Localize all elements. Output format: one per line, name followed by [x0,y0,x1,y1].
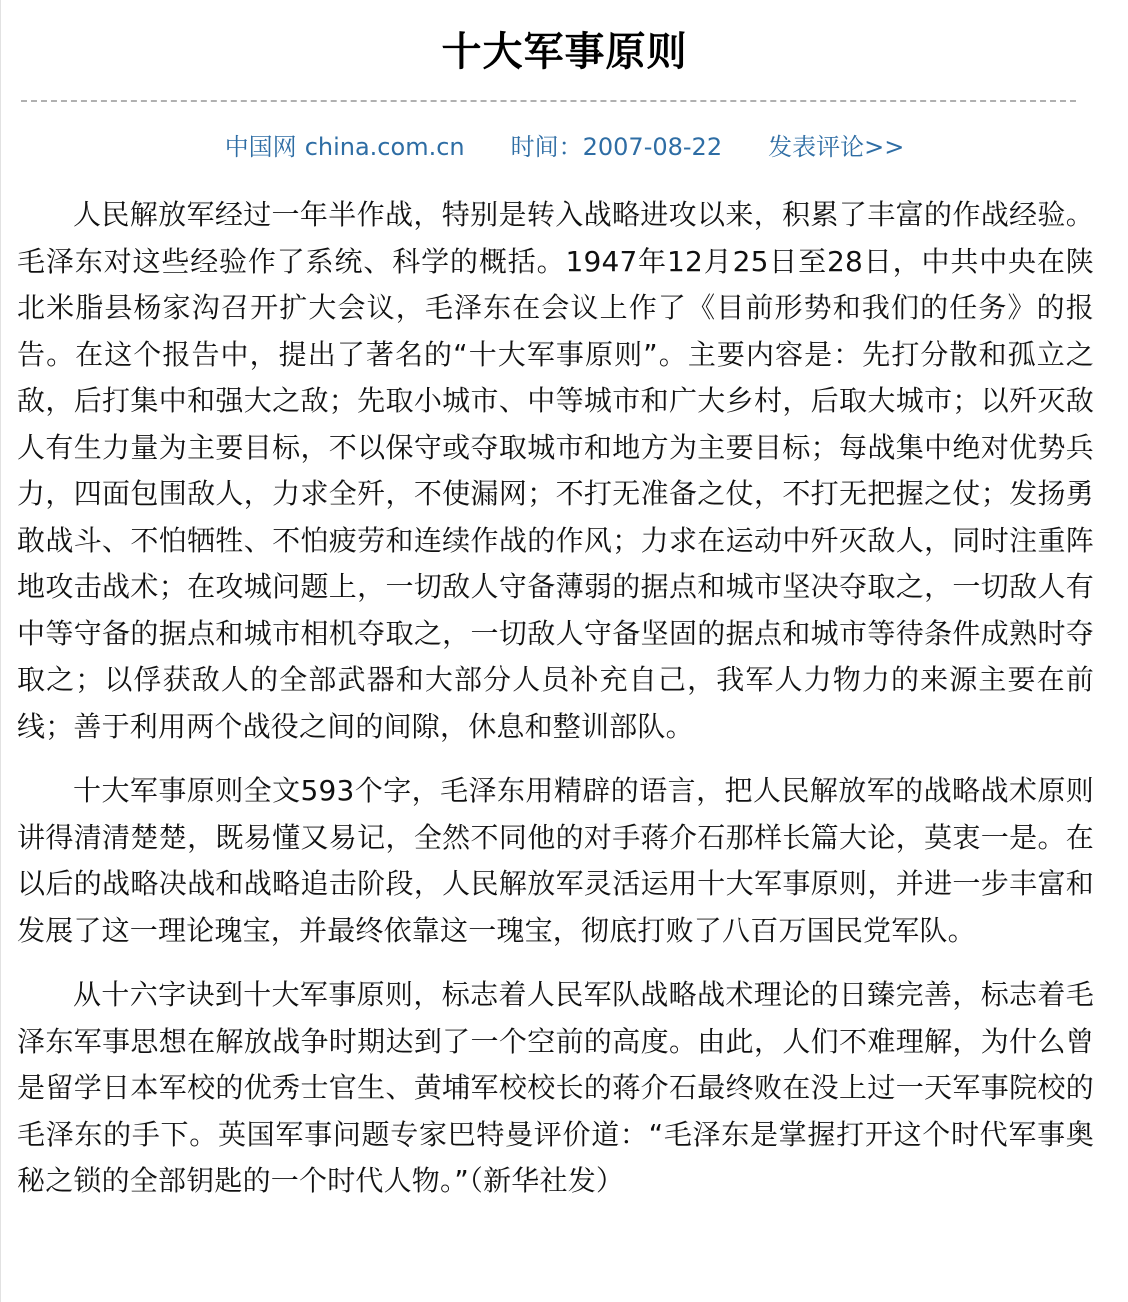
title-block [1,0,1128,100]
publish-time-value: 2007-08-22 [582,133,723,161]
article-paragraph: 人民解放军经过一年半作战，特别是转入战略进攻以来，积累了丰富的作战经验。毛泽东对这些经验作了系统、科学的概括。1947年12月25日至28日，中共中央在陕北米脂县杨家沟召开扩大会议，毛泽东在会议上作了《目前形势和我们的任务》的报告。在这个报告中，提出了著名的“十大军事原则”。主要内容是：先打分散和孤立之敌，后打集中和强大之敌；先取小城市、中等城市和广大乡村，后取大城市；以歼灭敌人有生力量为主要目标，不以保守或夺取城市和地方为主要目标；每战集中绝对优势兵力，四面包围敌人，力求全歼，不使漏网；不打无准备之仗，不打无把握之仗；发扬勇敢战斗、不怕牺牲、不怕疲劳和连续作战的作风；力求在运动中歼灭敌人，同时注重阵地攻击战术；在攻城问题上，一切敌人守备薄弱的据点和城市坚决夺取之，一切敌人有中等守备的据点和城市相机夺取之，一切敌人守备坚固的据点和城市等待条件成熟时夺取之；以俘获敌人的全部武器和大部分人员补充自己，我军人力物力的来源主要在前线；善于利用两个战役之间的间隙，休息和整训部队。 [17,198,1094,743]
article-paragraph: 从十六字诀到十大军事原则，标志着人民军队战略战术理论的日臻完善，标志着毛泽东军事思想在解放战争时期达到了一个空前的高度。由此，人们不难理解，为什么曾是留学日本军校的优秀士官生、黄埔军校校长的蒋介石最终败在没上过一天军事院校的毛泽东的手下。英国军事问题专家巴特曼评价道：“毛泽东是掌握打开这个时代军事奥秘之锁的全部钥匙的一个时代人物。”（新华社发） [17,978,1094,1197]
article-meta [1,102,1128,174]
publish-time-label: 时间： [510,133,583,161]
page-title: 十大军事原则 [441,29,688,75]
source-domain: china.com.cn [304,133,465,161]
article-paragraph: 十大军事原则全文593个字，毛泽东用精辟的语言，把人民解放军的战略战术原则讲得清清楚楚，既易懂又易记，全然不同他的对手蒋介石那样长篇大论，莫衷一是。在以后的战略决战和战略追击阶段，人民解放军灵活运用十大军事原则，并进一步丰富和发展了这一理论瑰宝，并最终依靠这一瑰宝，彻底打败了八百万国民党军队。 [17,774,1094,947]
source-name-cn: 中国网 [224,133,297,161]
post-comment-link[interactable]: 发表评论>> [768,133,905,161]
article-body [1,174,1128,1205]
